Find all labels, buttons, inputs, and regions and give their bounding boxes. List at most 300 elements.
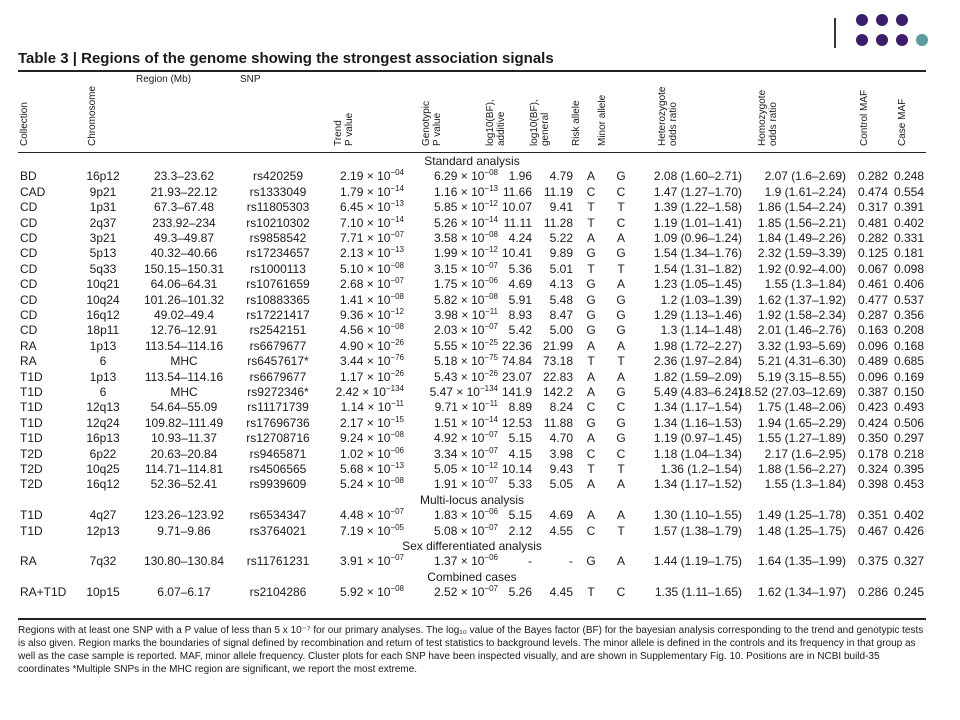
cell-risk: A <box>586 508 595 523</box>
p-mantissa: 1.37 <box>434 554 458 569</box>
cell-log-gen: 73.18 <box>542 354 573 369</box>
times-ten: × 10 <box>457 184 485 199</box>
cell-case-maf: 0.331 <box>893 231 924 245</box>
cell-risk: C <box>586 446 596 461</box>
cell-chromosome: 18p11 <box>86 323 120 338</box>
p-mantissa: 7.19 <box>340 523 364 538</box>
cell-case-maf: 0.245 <box>893 585 924 600</box>
cell-trend-p <box>314 262 404 277</box>
cell-log-gen: 11.28 <box>543 215 573 230</box>
cell-snp: rs2104286 <box>249 585 307 600</box>
cell-minor: G <box>616 323 626 338</box>
cell-risk: C <box>586 400 596 415</box>
cell-chromosome: 1p13 <box>89 338 117 353</box>
cell-collection: T2D <box>20 446 43 461</box>
cell-hom: 2.07 (1.6–2.69) <box>764 169 846 184</box>
cell-trend-p <box>314 462 404 477</box>
cell-risk: G <box>586 554 596 569</box>
cell-snp: rs11171739 <box>247 400 309 415</box>
p-exponent: −08 <box>484 291 498 301</box>
cell-log-gen: 21.99 <box>542 338 573 353</box>
cell-case-maf: 0.506 <box>893 415 924 430</box>
header-het-odds-line: Heterozygote <box>657 86 668 146</box>
cell-chromosome: 12q13 <box>86 400 120 415</box>
header-log-bf-general-line: log10(BF), <box>529 99 540 146</box>
cell-control-maf: 0.178 <box>857 446 888 461</box>
cell-het: 1.82 (1.59–2.09) <box>653 369 742 384</box>
table-row <box>18 339 926 354</box>
p-exponent: −07 <box>484 430 498 440</box>
cell-case-maf: 0.181 <box>893 246 924 261</box>
times-ten: × 10 <box>457 431 485 446</box>
cell-region: 113.54–114.16 <box>144 369 224 384</box>
cell-snp: rs3764021 <box>249 523 307 538</box>
cell-log-add: 22.36 <box>501 338 532 353</box>
cell-case-maf: 0.327 <box>893 554 924 569</box>
cell-trend-p <box>314 246 404 261</box>
cell-minor: C <box>616 184 626 199</box>
p-exponent: −04 <box>390 168 404 178</box>
p-mantissa: 4.48 <box>340 508 364 523</box>
cell-region: 6.07–6.17 <box>157 585 211 600</box>
p-mantissa: 2.03 <box>434 323 458 338</box>
cell-region: 52.36–52.41 <box>150 477 218 492</box>
logo-dot <box>896 34 908 46</box>
cell-hom: 1.92 (1.58–2.34) <box>757 308 846 322</box>
header-het-odds-line: odds ratio <box>668 102 679 146</box>
p-exponent: −07 <box>484 476 498 486</box>
cell-minor: T <box>617 261 625 276</box>
cell-log-gen: 4.70 <box>549 431 573 446</box>
cell-chromosome: 6 <box>99 354 107 369</box>
cell-log-add: - <box>528 554 532 569</box>
cell-hom: 1.49 (1.25–1.78) <box>757 508 846 523</box>
cell-het: 1.29 (1.13–1.46) <box>653 308 742 322</box>
p-exponent: −08 <box>390 430 404 440</box>
cell-genotypic-p <box>406 385 498 400</box>
cell-region: 9.71–9.86 <box>157 523 211 538</box>
table-row <box>18 416 926 431</box>
cell-genotypic-p <box>406 308 498 323</box>
times-ten: × 10 <box>363 415 391 430</box>
cell-hom: 1.84 (1.49–2.26) <box>757 231 846 245</box>
cell-hom: 1.85 (1.56–2.21) <box>757 215 846 230</box>
cell-chromosome: 10q25 <box>86 462 120 476</box>
cell-trend-p <box>314 385 404 400</box>
cell-chromosome: 7q32 <box>89 554 117 569</box>
cell-control-maf: 0.067 <box>857 261 888 276</box>
cell-snp: rs12708716 <box>246 431 310 446</box>
cell-control-maf: 0.282 <box>857 169 888 184</box>
cell-case-maf: 0.554 <box>893 184 924 199</box>
times-ten: × 10 <box>457 585 485 600</box>
cell-minor: G <box>616 308 626 322</box>
cell-region: 49.02–49.4 <box>153 308 215 322</box>
p-exponent: −134 <box>479 384 498 393</box>
cell-control-maf: 0.481 <box>857 215 888 230</box>
cell-risk: A <box>586 431 595 446</box>
p-exponent: −26 <box>484 368 498 378</box>
cell-case-maf: 0.426 <box>893 523 924 538</box>
cell-snp: rs10761659 <box>246 277 310 292</box>
p-exponent: −13 <box>390 199 404 209</box>
times-ten: × 10 <box>363 477 391 492</box>
cell-risk: G <box>586 246 596 261</box>
cell-risk: A <box>586 231 595 245</box>
times-ten: × 10 <box>457 338 485 353</box>
cell-case-maf: 0.402 <box>893 508 924 523</box>
cell-snp: rs6679677 <box>249 369 307 384</box>
times-ten: × 10 <box>363 446 391 461</box>
p-mantissa: 1.02 <box>340 446 364 461</box>
table-row <box>18 231 926 246</box>
header-control-maf-line: Control MAF <box>859 89 870 146</box>
p-mantissa: 3.15 <box>434 261 458 276</box>
cell-control-maf: 0.375 <box>857 554 888 569</box>
cell-het: 1.57 (1.38–1.79) <box>653 523 742 538</box>
table-row <box>18 323 926 338</box>
cell-collection: T1D <box>20 415 43 430</box>
cell-collection: CD <box>20 200 38 215</box>
p-mantissa: 1.17 <box>340 369 364 384</box>
times-ten: × 10 <box>363 215 391 230</box>
cell-collection: T2D <box>20 462 43 476</box>
cell-control-maf: 0.461 <box>857 277 888 292</box>
p-mantissa: 9.24 <box>340 431 364 446</box>
cell-collection: CAD <box>20 184 46 199</box>
cell-control-maf: 0.350 <box>857 431 888 446</box>
cell-hom: 1.62 (1.37–1.92) <box>757 292 846 307</box>
table-row <box>18 431 926 446</box>
cell-log-add: 5.26 <box>508 585 532 600</box>
cell-control-maf: 0.287 <box>857 308 888 322</box>
cell-case-maf: 0.406 <box>893 277 924 292</box>
cell-log-add: 4.69 <box>508 277 532 292</box>
cell-region: 67.3–67.48 <box>153 200 215 215</box>
section-label: Standard analysis <box>424 154 520 168</box>
cell-genotypic-p <box>406 293 498 308</box>
p-exponent: −75 <box>484 353 498 363</box>
p-exponent: −08 <box>390 476 404 486</box>
cell-hom: 1.64 (1.35–1.99) <box>757 554 846 569</box>
p-exponent: −06 <box>484 276 498 286</box>
cell-control-maf: 0.125 <box>857 246 888 261</box>
cell-log-add: 4.15 <box>508 446 532 461</box>
cell-case-maf: 0.169 <box>893 369 924 384</box>
p-exponent: −14 <box>390 183 404 193</box>
cell-control-maf: 0.096 <box>857 338 888 353</box>
cell-het: 1.19 (0.97–1.45) <box>653 431 742 446</box>
p-exponent: −08 <box>484 168 498 178</box>
cell-het: 1.34 (1.17–1.52) <box>653 477 742 492</box>
cell-het: 1.3 (1.14–1.48) <box>660 323 742 338</box>
cell-snp: rs6457617* <box>247 354 309 369</box>
times-ten: × 10 <box>363 585 391 600</box>
times-ten: × 10 <box>457 308 486 322</box>
p-mantissa: 2.68 <box>340 277 364 292</box>
cell-chromosome: 10q24 <box>86 292 120 307</box>
header-divider-line <box>834 18 836 48</box>
p-exponent: −12 <box>484 199 498 209</box>
cell-genotypic-p <box>406 431 498 446</box>
times-ten: × 10 <box>363 554 391 569</box>
cell-risk: G <box>586 308 596 322</box>
cell-case-maf: 0.453 <box>893 477 924 492</box>
p-mantissa: 3.34 <box>434 446 458 461</box>
p-exponent: −08 <box>484 230 498 239</box>
p-mantissa: 2.19 <box>340 169 364 184</box>
p-mantissa: 3.44 <box>340 354 364 369</box>
table-row <box>18 216 926 231</box>
cell-hom: 5.21 (4.31–6.30) <box>757 354 846 369</box>
header-genotypic-p-line: Genotypic <box>421 100 432 146</box>
p-exponent: −11 <box>391 399 404 409</box>
cell-chromosome: 16q12 <box>86 477 120 492</box>
cell-collection: T1D <box>20 508 43 523</box>
cell-genotypic-p <box>406 169 498 184</box>
times-ten: × 10 <box>363 261 391 276</box>
cell-minor: A <box>616 369 625 384</box>
times-ten: × 10 <box>363 462 391 476</box>
p-exponent: −12 <box>390 307 404 316</box>
cell-region: MHC <box>170 354 198 369</box>
cell-hom: 18.52 (27.03–12.69) <box>737 385 846 399</box>
cell-log-add: 23.07 <box>501 369 532 384</box>
cell-snp: rs9939609 <box>249 477 307 492</box>
table-row <box>18 370 926 385</box>
cell-het: 2.08 (1.60–2.71) <box>653 169 742 184</box>
cell-log-add: 12.53 <box>501 415 532 430</box>
p-exponent: −07 <box>484 522 498 532</box>
cell-log-gen: 5.22 <box>549 231 573 245</box>
p-exponent: −11 <box>485 399 498 409</box>
cell-trend-p <box>314 508 404 523</box>
p-exponent: −07 <box>390 507 404 517</box>
times-ten: × 10 <box>457 462 485 476</box>
cell-genotypic-p <box>406 339 498 354</box>
cell-collection: T1D <box>20 431 43 446</box>
header-log-bf-general-line: general <box>540 112 551 146</box>
cell-control-maf: 0.467 <box>857 523 888 538</box>
times-ten: × 10 <box>363 308 391 322</box>
cell-snp: rs1000113 <box>250 261 306 276</box>
cell-chromosome: 12p13 <box>86 523 120 538</box>
cell-case-maf: 0.208 <box>893 323 924 338</box>
times-ten: × 10 <box>363 323 391 338</box>
times-ten: × 10 <box>452 385 480 399</box>
cell-genotypic-p <box>406 323 498 338</box>
cell-region: 10.93–11.37 <box>151 431 217 446</box>
cell-hom: 2.01 (1.46–2.76) <box>757 323 846 338</box>
cell-hom: 1.75 (1.48–2.06) <box>757 400 846 415</box>
times-ten: × 10 <box>457 277 485 292</box>
header-genotypic-p <box>422 72 446 152</box>
cell-region: 130.80–130.84 <box>143 554 225 569</box>
header-trend-p-line: Trend <box>333 120 344 146</box>
cell-genotypic-p <box>406 216 498 231</box>
cell-snp: rs10883365 <box>246 292 310 307</box>
cell-collection: CD <box>20 231 38 245</box>
cell-collection: T1D <box>20 385 43 399</box>
cell-genotypic-p <box>406 477 498 492</box>
cell-het: 2.36 (1.97–2.84) <box>653 354 742 369</box>
cell-collection: RA <box>20 554 37 569</box>
cell-log-add: 5.33 <box>508 477 532 492</box>
cell-chromosome: 5q33 <box>89 261 117 276</box>
cell-het: 1.18 (1.04–1.34) <box>653 446 742 461</box>
header-hom-odds-line: Homozygote <box>757 89 768 146</box>
cell-log-gen: 11.88 <box>543 415 573 430</box>
cell-het: 1.2 (1.03–1.39) <box>660 292 742 307</box>
logo-dot <box>856 34 868 46</box>
cell-risk: T <box>587 585 595 600</box>
p-mantissa: 1.16 <box>434 184 458 199</box>
times-ten: × 10 <box>363 246 391 261</box>
p-mantissa: 5.55 <box>434 338 458 353</box>
p-mantissa: 5.43 <box>434 369 458 384</box>
p-mantissa: 1.51 <box>434 415 458 430</box>
cell-genotypic-p <box>406 447 498 462</box>
p-mantissa: 6.45 <box>340 200 364 215</box>
cell-chromosome: 10p15 <box>86 585 120 600</box>
cell-region: 114.71–114.81 <box>144 462 224 476</box>
cell-log-add: 10.14 <box>501 462 532 476</box>
cell-region: 109.82–111.49 <box>144 415 224 430</box>
times-ten: × 10 <box>363 200 391 215</box>
p-mantissa: 5.47 <box>429 385 453 399</box>
cell-het: 1.54 (1.34–1.76) <box>653 246 742 261</box>
cell-log-gen: 5.05 <box>549 477 573 492</box>
cell-snp: rs2542151 <box>249 323 307 338</box>
cell-hom: 2.32 (1.59–3.39) <box>757 246 846 261</box>
header-log-bf-additive-line: additive <box>496 111 507 146</box>
cell-snp: rs17221417 <box>246 308 310 322</box>
p-mantissa: 2.17 <box>340 415 364 430</box>
p-exponent: −07 <box>484 322 498 332</box>
cell-het: 5.49 (4.83–6.24) <box>653 385 742 399</box>
cell-hom: 1.48 (1.25–1.75) <box>757 523 846 538</box>
table-row <box>18 400 926 415</box>
cell-minor: A <box>616 554 625 569</box>
table-title: Table 3 | Regions of the genome showing the strongest association signals <box>18 50 554 67</box>
times-ten: × 10 <box>457 554 485 569</box>
cell-genotypic-p <box>406 354 498 369</box>
p-mantissa: 4.92 <box>434 431 458 446</box>
p-mantissa: 3.58 <box>434 231 458 245</box>
cell-minor: C <box>616 400 626 415</box>
cell-snp: rs4506565 <box>249 462 307 476</box>
times-ten: × 10 <box>457 477 485 492</box>
cell-minor: G <box>616 169 626 184</box>
p-exponent: −05 <box>390 522 404 532</box>
cell-risk: G <box>586 277 596 292</box>
cell-trend-p <box>314 370 404 385</box>
cell-region: 233.92–234 <box>152 215 216 230</box>
p-mantissa: 9.71 <box>434 400 458 415</box>
header-minor-allele-line: Minor allele <box>597 94 608 146</box>
times-ten: × 10 <box>457 215 485 230</box>
table-row <box>18 508 926 523</box>
cell-log-add: 74.84 <box>501 354 532 369</box>
cell-hom: 1.92 (0.92–4.00) <box>757 261 846 276</box>
table-row <box>18 462 926 477</box>
cell-trend-p <box>314 477 404 492</box>
cell-log-gen: 4.45 <box>549 585 573 600</box>
cell-case-maf: 0.402 <box>893 215 924 230</box>
logo-dot <box>896 14 908 26</box>
cell-genotypic-p <box>406 185 498 200</box>
cell-chromosome: 9p21 <box>89 184 117 199</box>
cell-trend-p <box>314 524 404 539</box>
cell-het: 1.09 (0.96–1.24) <box>653 231 742 245</box>
cell-chromosome: 3p21 <box>89 231 117 245</box>
header-chromosome <box>88 72 112 152</box>
cell-case-maf: 0.150 <box>893 385 924 399</box>
p-exponent: −08 <box>390 584 404 594</box>
cell-collection: CD <box>20 308 38 322</box>
cell-region: 101.26–101.32 <box>143 292 225 307</box>
header-log-bf-general <box>530 72 554 152</box>
cell-region: MHC <box>170 385 198 399</box>
cell-genotypic-p <box>406 585 498 600</box>
p-mantissa: 5.08 <box>434 523 458 538</box>
cell-snp: rs9465871 <box>249 446 307 461</box>
cell-risk: G <box>586 323 596 338</box>
cell-log-add: 5.36 <box>508 261 532 276</box>
table-row <box>18 293 926 308</box>
cell-het: 1.36 (1.2–1.54) <box>660 462 742 476</box>
cell-log-add: 10.07 <box>501 200 532 215</box>
header-trend-p-line: P value <box>344 112 355 146</box>
table-row <box>18 554 926 569</box>
cell-control-maf: 0.423 <box>857 400 888 415</box>
p-mantissa: 5.82 <box>434 292 458 307</box>
p-exponent: −14 <box>484 214 498 224</box>
times-ten: × 10 <box>363 354 391 369</box>
cell-trend-p <box>314 308 404 323</box>
cell-minor: G <box>616 385 626 399</box>
cell-minor: A <box>616 231 625 245</box>
cell-region: 12.76–12.91 <box>150 323 218 338</box>
cell-hom: 5.19 (3.15–8.55) <box>757 369 846 384</box>
cell-het: 1.98 (1.72–2.27) <box>653 338 742 353</box>
cell-chromosome: 12q24 <box>86 415 120 430</box>
section-label: Multi-locus analysis <box>419 492 525 507</box>
p-exponent: −08 <box>390 291 404 301</box>
times-ten: × 10 <box>457 292 485 307</box>
cell-control-maf: 0.474 <box>857 184 888 199</box>
times-ten: × 10 <box>457 508 485 523</box>
p-mantissa: 2.13 <box>340 246 364 261</box>
cell-case-maf: 0.493 <box>893 400 924 415</box>
brand-logo-dots <box>856 14 936 50</box>
cell-log-add: 5.42 <box>508 323 532 338</box>
cell-log-gen: 5.00 <box>549 323 573 338</box>
cell-log-gen: 4.79 <box>549 169 573 184</box>
cell-genotypic-p <box>406 508 498 523</box>
cell-trend-p <box>314 400 404 415</box>
cell-collection: BD <box>20 169 37 184</box>
cell-chromosome: 1p13 <box>89 369 117 384</box>
p-exponent: −06 <box>484 553 498 563</box>
cell-chromosome: 16p12 <box>86 169 120 184</box>
p-exponent: −13 <box>390 461 404 470</box>
logo-dot <box>916 34 928 46</box>
cell-chromosome: 2q37 <box>89 215 117 230</box>
cell-snp: rs420259 <box>252 169 304 184</box>
cell-region: 49.3–49.87 <box>153 231 215 245</box>
header-risk-allele-line: Risk allele <box>571 100 582 146</box>
